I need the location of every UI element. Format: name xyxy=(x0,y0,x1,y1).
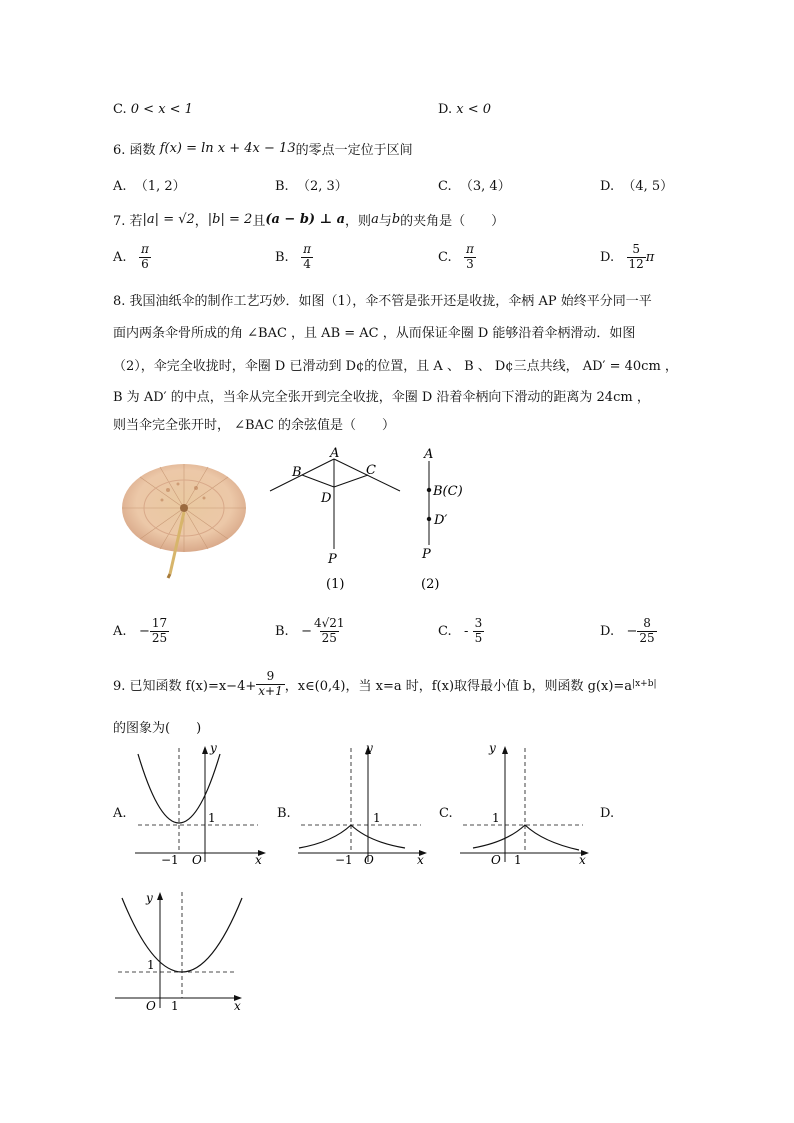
svg-text:O: O xyxy=(192,853,202,867)
q6-formula: f(x) = ln x + 4x − 13 xyxy=(159,141,296,156)
fig2-label-a: A xyxy=(424,447,434,462)
q8-line-2: 面内两条伞骨所成的角 ∠BAC ，且 AB = AC ，从而保证伞圈 D 能够沿着伞柄滑动．如图 xyxy=(113,326,636,341)
fig1-caption: (1) xyxy=(326,577,345,592)
svg-text:O: O xyxy=(491,853,501,867)
q7-option-d: D. $\frac{5}{12}$ π xyxy=(600,242,655,271)
svg-text:y: y xyxy=(489,742,496,755)
q8-line-4: B 为 AD′ 的中点，当伞从完全张开到完全收拢，伞圈 D 沿着伞柄向下滑动的距离为 24cm ， xyxy=(113,390,650,405)
q9-option-a-label: A. xyxy=(113,806,127,821)
svg-text:1: 1 xyxy=(147,958,155,972)
q9-line-2: 的图象为( ) xyxy=(113,721,202,736)
q7-cond1: |a| = √2 xyxy=(142,212,195,227)
graph-c xyxy=(455,742,595,867)
graph-d xyxy=(110,888,250,1018)
fig1-label-c: C xyxy=(366,463,376,478)
q6-option-a: A. （1, 2） xyxy=(113,179,186,194)
strut-bd-line xyxy=(302,475,334,487)
q9-exponent: |x+b| xyxy=(632,679,657,690)
q7-option-c: C. $\frac{\pi}{3}$ xyxy=(438,242,474,271)
fig1-label-d: D xyxy=(321,491,332,506)
umbrella-photo xyxy=(118,460,252,580)
figure-2-diagram xyxy=(412,445,492,595)
svg-text:y: y xyxy=(146,891,153,905)
point-bc xyxy=(427,488,431,492)
svg-text:−1: −1 xyxy=(161,853,179,867)
fig2-label-p: P xyxy=(422,547,431,562)
svg-text:y: y xyxy=(210,742,217,755)
graph-b xyxy=(293,742,433,867)
graph-b-curve xyxy=(299,825,405,848)
svg-text:O: O xyxy=(146,999,156,1013)
svg-text:1: 1 xyxy=(208,811,216,825)
svg-text:x: x xyxy=(234,999,241,1013)
q6-option-c: C. （3, 4） xyxy=(438,179,511,194)
svg-text:1: 1 xyxy=(514,853,522,867)
fig2-caption: (2) xyxy=(421,577,440,592)
q8-option-d: D. − $\frac{8}{25}$ xyxy=(600,616,655,645)
q7-cond3: (a − b) ⊥ a xyxy=(265,212,346,227)
point-dp xyxy=(427,517,431,521)
q5-option-d-text: x < 0 xyxy=(456,102,491,117)
fig2-label-dp: D′ xyxy=(434,513,448,528)
graph-c-curve xyxy=(473,825,579,850)
fig1-label-b: B xyxy=(292,465,302,480)
q5-option-d: D. x < 0 xyxy=(438,102,491,117)
q6-stem: 6. 函数 f(x) = ln x + 4x − 13 的零点一定位于区间 xyxy=(113,141,413,158)
svg-text:y: y xyxy=(366,742,373,755)
q7-vector-a: a xyxy=(371,212,379,227)
svg-text:x: x xyxy=(255,853,262,867)
q8-option-a: A. − $\frac{17}{25}$ xyxy=(113,616,168,645)
q7-cond2: |b| = 2 xyxy=(207,212,253,227)
q8-line-1: 8. 我国油纸伞的制作工艺巧妙．如图（1），伞不管是张开还是收拢，伞柄 AP 始终平分同一平 xyxy=(113,294,652,309)
figure-1-diagram xyxy=(262,445,412,595)
q8-line-5: 则当伞完全张开时， ∠BAC 的余弦值是（ ） xyxy=(113,418,396,433)
q7-stem: 7. 若 |a| = √2 ， |b| = 2 且 (a − b) ⊥ a ，则 a 与 b 的夹角是（ ） xyxy=(113,212,505,229)
svg-text:x: x xyxy=(579,853,586,867)
q6-option-d: D. （4, 5） xyxy=(600,179,674,194)
q9-option-d-label: D. xyxy=(600,806,615,821)
q5-option-c-text: 0 < x < 1 xyxy=(130,102,193,117)
svg-text:x: x xyxy=(417,853,424,867)
q9-stem: 9. 已知函数 f(x)=x−4+ $\frac{9}{x+1}$ ，x∈(0,4)，当 x=a 时，f(x)取得最小值 b，则函数 g(x)=a |x+b| xyxy=(113,669,657,698)
svg-text:O: O xyxy=(364,853,374,867)
q7-option-b: B. $\frac{\pi}{4}$ xyxy=(275,242,311,271)
q6-option-b: B. （2, 3） xyxy=(275,179,348,194)
q7-option-a: A. $\frac{\pi}{6}$ xyxy=(113,242,149,271)
q9-option-c-label: C. xyxy=(439,806,453,821)
q8-option-b: B. − $\frac{4√21}{25}$ xyxy=(275,616,345,645)
q8-option-c: C. - $\frac{3}{5}$ xyxy=(438,616,483,645)
fig1-label-p: P xyxy=(328,552,337,567)
svg-text:−1: −1 xyxy=(335,853,353,867)
q8-line-3: （2），伞完全收拢时，伞圈 D 已滑动到 D¢的位置，且 A 、 B 、 D¢三点共线， AD′ = 40cm ， xyxy=(113,359,678,374)
svg-text:1: 1 xyxy=(373,811,381,825)
q5-option-c: C. 0 < x < 1 xyxy=(113,102,193,117)
q9-option-b-label: B. xyxy=(277,806,291,821)
graph-a xyxy=(130,742,270,867)
fig1-label-a: A xyxy=(330,446,340,461)
svg-text:1: 1 xyxy=(171,999,179,1013)
strut-cd-line xyxy=(334,475,368,487)
svg-text:1: 1 xyxy=(492,811,500,825)
fig2-label-bc: B(C) xyxy=(433,484,463,499)
q7-vector-b: b xyxy=(391,212,401,227)
